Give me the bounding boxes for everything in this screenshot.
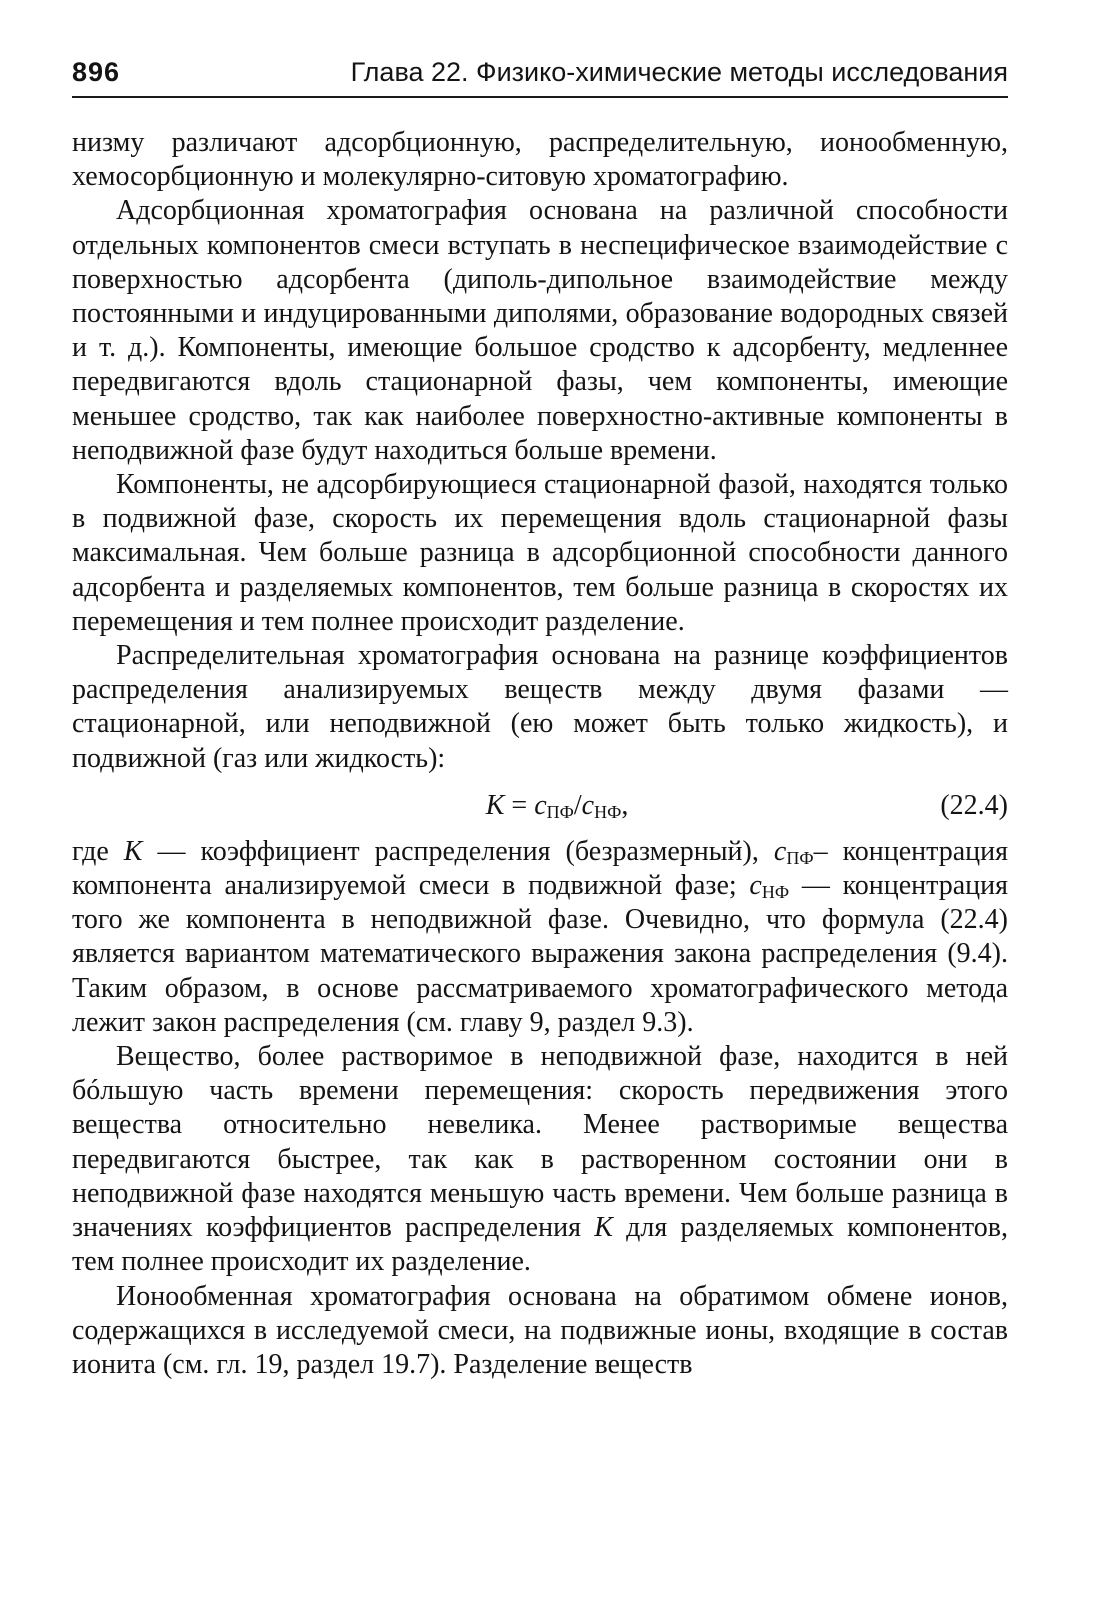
variable-c-nf: c — [749, 870, 762, 902]
equation-number: (22.4) — [940, 789, 1008, 821]
paragraph-where — [72, 835, 1008, 1040]
where-text-b: – концентрация компонента анализируемой смеси в подвижной фазе; — [72, 835, 1009, 902]
equation-c-num-sub: ПФ — [546, 801, 574, 822]
variable-k-inline: K — [594, 1212, 613, 1244]
equation-formula — [486, 789, 629, 823]
equation-lhs: K — [485, 789, 505, 821]
where-text-c: — концентрация того же компонента в неподвижной фазе. Очевидно, что формула (22.4) является вариантом математического выражения закона распределения (9.4). Таким образом, в основе рассматриваемого хроматографического метода лежит закон распределения (см. главу 9, раздел 9.3). — [72, 870, 1009, 1038]
running-head — [72, 52, 1008, 98]
book-page — [72, 52, 1008, 1382]
equation-c-den: c — [581, 789, 595, 821]
paragraph-ion-exchange: Ионообменная хроматография основана на обратимом обмене ионов, содержащихся в исследуемой смеси, на подвижные ионы, входящие в состав ионита (см. гл. 19, раздел 19.7). Разделение веществ — [72, 1280, 1008, 1380]
page-number: 896 — [72, 57, 121, 87]
variable-c-pf: c — [773, 835, 787, 867]
where-prefix: где — [72, 835, 124, 867]
solubility-text-a: Вещество, более растворимое в неподвижной фазе, находится в ней бóльшую часть времени перемещения: скорость передвижения этого вещества относительно невелика. Менее растворимые вещества передвигаются быстрее, так как в растворенном состоянии они в неподвижной фазе находятся меньшую часть времени. Чем больше разница в значениях коэффициентов распределения — [72, 1041, 1008, 1244]
variable-c-nf-sub: НФ — [761, 882, 790, 903]
chapter-title: Глава 22. Физико-химические методы исследования — [350, 57, 1008, 87]
variable-c-pf-sub: ПФ — [786, 847, 814, 868]
equation-trail: , — [621, 789, 629, 821]
paragraph-non-adsorbed: Компоненты, не адсорбирующиеся стационарной фазой, находятся только в подвижной фазе, скорость их перемещения вдоль стационарной фазы максимальная. Чем больше разница в адсорбционной способности данного адсорбента и разделяемых компонентов, тем больше разница в скоростях их перемещения и тем полнее происходит разделение. — [72, 469, 1008, 637]
variable-k: K — [123, 835, 143, 867]
equation-equals: = — [504, 789, 535, 821]
equation-slash: / — [573, 789, 582, 821]
equation-block — [72, 789, 1008, 823]
paragraph-adsorption: Адсорбционная хроматография основана на различной способности отдельных компонентов смеси вступать в неспецифическое взаимодействие с поверхностью адсорбента (диполь-дипольное взаимодействие между постоянными и индуцированными диполями, образование водородных связей и т. д.). Компоненты, имеющие большое сродство к адсорбенту, медленнее передвигаются вдоль стационарной фазы, чем компоненты, имеющие меньшее сродство, так как наиболее поверхностно-активные компоненты в неподвижной фазе будут находиться больше времени. — [72, 195, 1008, 466]
body-text — [72, 126, 1008, 1382]
equation-c-den-sub: НФ — [594, 801, 622, 822]
solubility-text-b: для разделяемых компонентов, тем полнее происходит их разделение. — [72, 1212, 1009, 1278]
paragraph-continuation: низму различают адсорбционную, распределительную, ионообменную, хемосорбционную и молекулярно-ситовую хроматографию. — [72, 127, 1008, 193]
equation-c-num: c — [534, 789, 547, 821]
paragraph-solubility — [72, 1040, 1008, 1279]
paragraph-partition: Распределительная хроматография основана на разнице коэффициентов распределения анализируемых веществ между двумя фазами — стационарной, или неподвижной (ею может быть только жидкость), и подвижной (газ или жидкость): — [72, 640, 1008, 774]
where-text-a: — коэффициент распределения (безразмерный), — [142, 835, 774, 867]
